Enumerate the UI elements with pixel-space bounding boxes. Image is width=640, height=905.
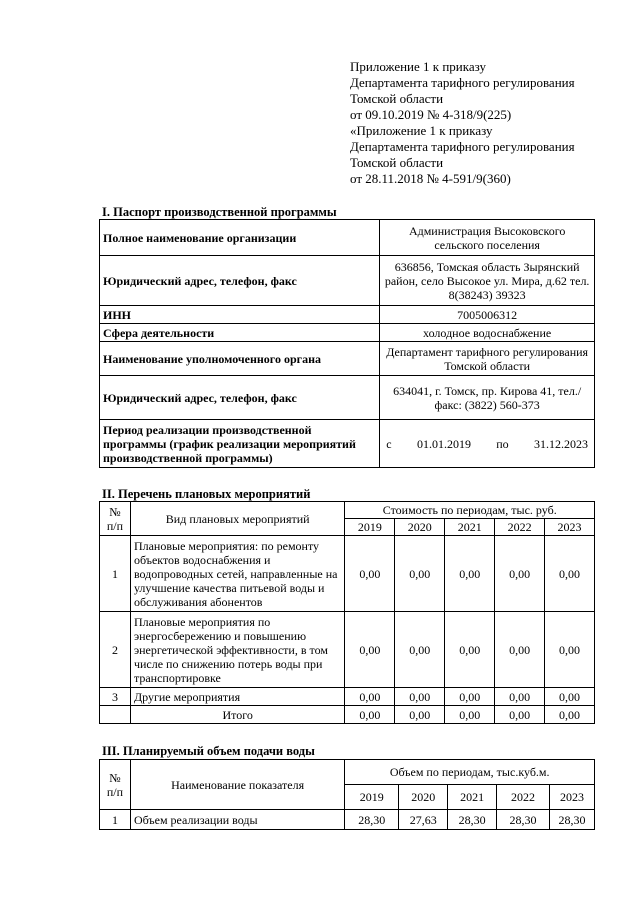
table-row bbox=[100, 810, 595, 830]
table-header-row bbox=[100, 502, 595, 519]
period-to-word: по bbox=[496, 436, 509, 451]
header-line: Департамента тарифного регулирования bbox=[350, 139, 575, 154]
row-name: Плановые мероприятия: по ремонту объектов водоснабжения и водопроводных сетей, направленные на улучшение качества питьевой воды и обслуживания абонентов bbox=[130, 536, 344, 612]
total-value: 0,00 bbox=[545, 706, 595, 724]
row-name: Плановые мероприятия по энергосбережению и повышению энергетической эффективности, в том числе по снижению потерь воды при транспортировке bbox=[130, 612, 344, 688]
total-num-empty bbox=[100, 706, 131, 724]
total-label: Итого bbox=[130, 706, 344, 724]
passport-label: Юридический адрес, телефон, факс bbox=[100, 256, 380, 306]
year-header: 2023 bbox=[550, 785, 595, 810]
table-row bbox=[100, 342, 595, 376]
table-row bbox=[100, 536, 595, 612]
table-row bbox=[100, 612, 595, 688]
year-header: 2019 bbox=[345, 519, 395, 536]
row-value: 0,00 bbox=[345, 612, 395, 688]
passport-value: 634041, г. Томск, пр. Кирова 41, тел./факс: (3822) 560-373 bbox=[380, 376, 595, 420]
row-num: 1 bbox=[100, 536, 131, 612]
column-header-num: № п/п bbox=[100, 502, 131, 536]
row-value: 0,00 bbox=[395, 536, 445, 612]
column-header-cost: Стоимость по периодам, тыс. руб. bbox=[345, 502, 595, 519]
header-line: Департамента тарифного регулирования bbox=[350, 75, 575, 90]
table-row bbox=[100, 376, 595, 420]
header-line: «Приложение 1 к приказу bbox=[350, 123, 493, 138]
table-row bbox=[100, 306, 595, 324]
row-num: 2 bbox=[100, 612, 131, 688]
total-value: 0,00 bbox=[495, 706, 545, 724]
column-header-name: Вид плановых мероприятий bbox=[130, 502, 344, 536]
row-value: 0,00 bbox=[345, 536, 395, 612]
passport-value: Департамент тарифного регулирования Томской области bbox=[380, 342, 595, 376]
column-header-name: Наименование показателя bbox=[130, 760, 344, 810]
row-num: 3 bbox=[100, 688, 131, 706]
table-header-row bbox=[100, 760, 595, 785]
year-header: 2022 bbox=[497, 785, 550, 810]
row-value: 28,30 bbox=[448, 810, 497, 830]
header-line: от 09.10.2019 № 4-318/9(225) bbox=[350, 107, 512, 122]
table-total-row bbox=[100, 706, 595, 724]
passport-value: 7005006312 bbox=[380, 306, 595, 324]
passport-table bbox=[99, 219, 595, 468]
measures-title: II. Перечень плановых мероприятий bbox=[102, 487, 311, 501]
row-name: Объем реализации воды bbox=[130, 810, 344, 830]
row-value: 0,00 bbox=[545, 688, 595, 706]
passport-value: 636856, Томская область Зырянский район, село Высокое ул. Мира, д.62 тел. 8(38243) 39323 bbox=[380, 256, 595, 306]
table-row bbox=[100, 420, 595, 468]
year-header: 2020 bbox=[395, 519, 445, 536]
passport-label: Сфера деятельности bbox=[100, 324, 380, 342]
column-header-volume: Объем по периодам, тыс.куб.м. bbox=[345, 760, 595, 785]
row-value: 0,00 bbox=[445, 688, 495, 706]
period-from-word: с bbox=[386, 436, 392, 451]
volume-title: III. Планируемый объем подачи воды bbox=[102, 744, 315, 758]
total-value: 0,00 bbox=[395, 706, 445, 724]
row-value: 0,00 bbox=[345, 688, 395, 706]
document-header bbox=[350, 59, 575, 187]
header-line: Приложение 1 к приказу bbox=[350, 59, 487, 74]
year-header: 2020 bbox=[399, 785, 448, 810]
row-value: 27,63 bbox=[399, 810, 448, 830]
row-value: 28,30 bbox=[345, 810, 399, 830]
passport-value: Администрация Высоковского сельского поселения bbox=[380, 220, 595, 256]
row-value: 0,00 bbox=[395, 612, 445, 688]
passport-label: Юридический адрес, телефон, факс bbox=[100, 376, 380, 420]
measures-table bbox=[99, 501, 595, 724]
year-header: 2021 bbox=[445, 519, 495, 536]
header-line: Томской области bbox=[350, 155, 444, 170]
period-value bbox=[380, 420, 595, 468]
row-value: 0,00 bbox=[395, 688, 445, 706]
total-value: 0,00 bbox=[445, 706, 495, 724]
row-value: 0,00 bbox=[445, 612, 495, 688]
passport-label: Наименование уполномоченного органа bbox=[100, 342, 380, 376]
passport-label: Полное наименование организации bbox=[100, 220, 380, 256]
row-value: 28,30 bbox=[497, 810, 550, 830]
row-value: 0,00 bbox=[545, 536, 595, 612]
passport-label: ИНН bbox=[100, 306, 380, 324]
passport-value: холодное водоснабжение bbox=[380, 324, 595, 342]
period-to-date: 31.12.2023 bbox=[533, 436, 588, 451]
year-header: 2019 bbox=[345, 785, 399, 810]
table-row bbox=[100, 256, 595, 306]
year-header: 2021 bbox=[448, 785, 497, 810]
header-line: от 28.11.2018 № 4-591/9(360) bbox=[350, 171, 511, 186]
volume-table bbox=[99, 759, 595, 830]
row-value: 28,30 bbox=[550, 810, 595, 830]
row-value: 0,00 bbox=[495, 536, 545, 612]
row-name: Другие мероприятия bbox=[130, 688, 344, 706]
table-row bbox=[100, 324, 595, 342]
row-value: 0,00 bbox=[545, 612, 595, 688]
period-label: Период реализации производственной программы (график реализации мероприятий производственной программы) bbox=[100, 420, 380, 468]
year-header: 2022 bbox=[495, 519, 545, 536]
column-header-num: № п/п bbox=[100, 760, 131, 810]
row-value: 0,00 bbox=[495, 612, 545, 688]
header-line: Томской области bbox=[350, 91, 444, 106]
period-from-date: 01.01.2019 bbox=[416, 436, 471, 451]
row-value: 0,00 bbox=[445, 536, 495, 612]
row-value: 0,00 bbox=[495, 688, 545, 706]
table-row bbox=[100, 220, 595, 256]
passport-title: I. Паспорт производственной программы bbox=[102, 205, 337, 219]
total-value: 0,00 bbox=[345, 706, 395, 724]
year-header: 2023 bbox=[545, 519, 595, 536]
row-num: 1 bbox=[100, 810, 131, 830]
table-row bbox=[100, 688, 595, 706]
